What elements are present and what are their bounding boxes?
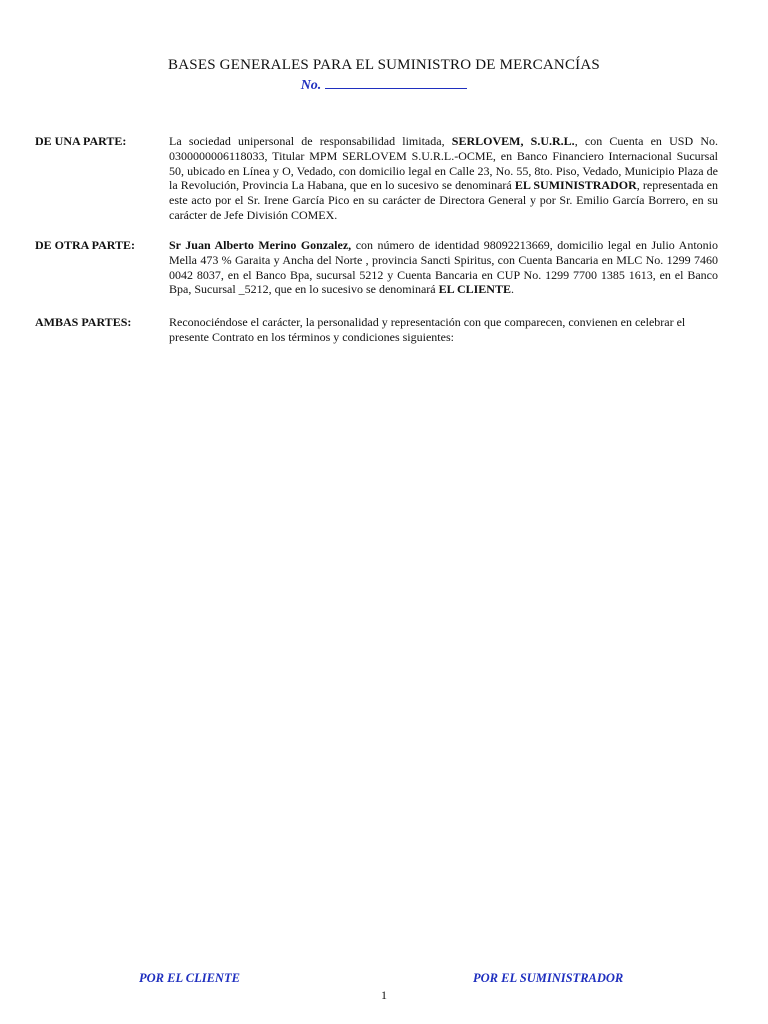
- page-number: 1: [381, 988, 387, 1002]
- party-text-segment: La sociedad unipersonal de responsabilidad limitada,: [169, 134, 452, 148]
- party-text-segment: .: [510, 282, 514, 297]
- party-label: DE UNA PARTE:: [35, 134, 127, 148]
- party-section-first: [35, 134, 735, 224]
- signature-client: POR EL CLIENTE: [139, 971, 240, 985]
- party-section-both: [35, 315, 735, 345]
- party-text-segment: con número de identidad 98092213669, domicilio legal en Julio Antonio Mella 473 % Garaita y Ancha del Norte , provincia Sancti Spiritus, con Cuenta Bancaria en MLC No. 1299 7460 0042 8037, en el Banco Bpa, sucursal 5212 y Cuenta Bancaria en CUP No. 1299 7700 1385 1613, en el Banco Bpa, Sucursal _5212, que en lo sucesivo se denominará: [169, 238, 718, 297]
- party-text: [169, 315, 718, 345]
- party-text: [169, 238, 718, 297]
- party-label: DE OTRA PARTE:: [35, 238, 136, 252]
- contract-number-line: [0, 76, 768, 94]
- party-label: AMBAS PARTES:: [35, 315, 132, 329]
- contract-number-label: No.: [300, 78, 322, 93]
- party-name-bold: SERLOVEM, S.U.R.L.: [451, 134, 575, 148]
- party-text-segment: Reconociéndose el carácter, la personalidad y representación con que comparecen, convienen en celebrar el presente Contrato en los términos y condiciones siguientes:: [169, 315, 686, 344]
- contract-number-blank: [325, 76, 467, 89]
- party-role-bold: EL CLIENTE: [438, 282, 511, 297]
- party-section-second: [35, 238, 735, 298]
- party-text-segment: , con Cuenta en USD No. 0300000006118033, Titular MPM SERLOVEM S.U.R.L.-OCME, en Banco Financiero Internacional Sucursal 50, ubicado en Línea y O, Vedado, con domicilio legal en Calle 23, No. 55, 8to. Piso, Vedado, Municipio Plaza de la Revolución, Provincia La Habana, que en lo sucesivo se denominará: [169, 134, 718, 193]
- document-title: BASES GENERALES PARA EL SUMINISTRO DE MERCANCÍAS: [168, 57, 600, 73]
- party-text-segment: , representada en este acto por el Sr. Irene García Pico en su carácter de Directora General y por Sr. Emilio García Borrero, en su carácter de Jefe División COMEX.: [169, 178, 719, 222]
- signature-supplier: POR EL SUMINISTRADOR: [473, 971, 624, 985]
- party-name-bold: Sr Juan Alberto Merino Gonzalez,: [169, 238, 352, 252]
- party-role-bold: EL SUMINISTRADOR: [514, 178, 637, 193]
- party-text: [169, 134, 718, 223]
